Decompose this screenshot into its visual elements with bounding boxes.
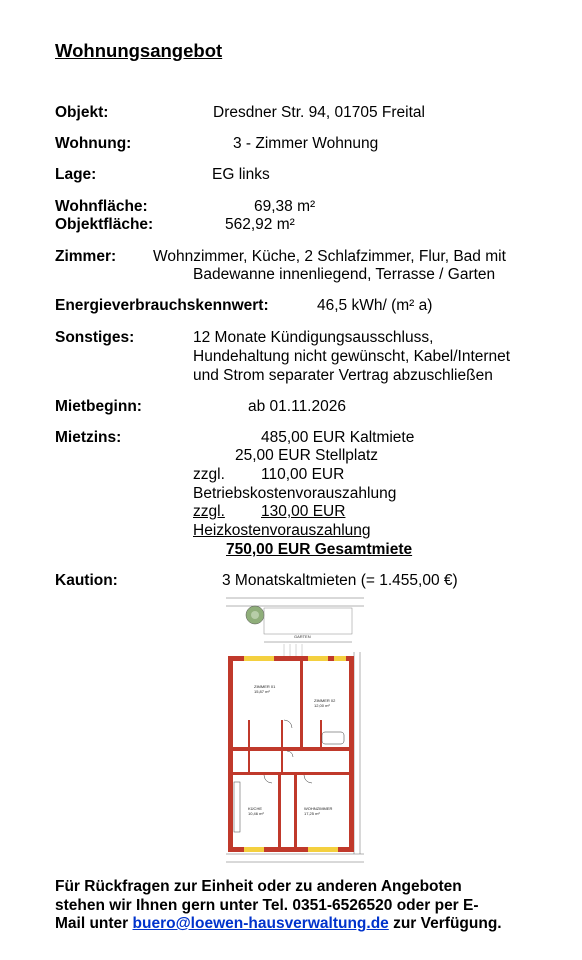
kaution-label: Kaution: <box>55 572 118 589</box>
room-wohnzimmer: WOHNZIMMER <box>304 806 333 811</box>
sonstiges-line3: und Strom separater Vertrag abzuschließen <box>193 367 493 384</box>
objekt-value: Dresdner Str. 94, 01705 Freital <box>213 104 425 121</box>
lage-label: Lage: <box>55 166 97 183</box>
room-zimmer-02: ZIMMER 02 <box>314 698 336 703</box>
heizkosten-amount: 130,00 EUR <box>261 503 346 520</box>
mietbeginn-label: Mietbeginn: <box>55 398 142 415</box>
zzgl-betriebskosten: zzgl. <box>193 466 225 483</box>
kaltmiete: 485,00 EUR Kaltmiete <box>261 429 415 446</box>
zimmer-line1: Wohnzimmer, Küche, 2 Schlafzimmer, Flur, Bad mit <box>153 248 506 265</box>
objektflaeche-value: 562,92 m² <box>225 216 295 233</box>
footer-text-1: Für Rückfragen zur Einheit oder zu anderen Angeboten <box>55 878 462 895</box>
zimmer-line2: Badewanne innenliegend, Terrasse / Garten <box>193 266 496 283</box>
room-zimmer-01: ZIMMER 01 <box>254 684 276 689</box>
footer-contact <box>55 878 535 934</box>
mietbeginn-value: ab 01.11.2026 <box>248 398 346 415</box>
page-title: Wohnungsangebot <box>55 40 223 61</box>
sonstiges-line2: Hundehaltung nicht gewünscht, Kabel/Internet <box>193 348 511 365</box>
room-wohnzimmer-area: 17,25 m² <box>304 811 320 816</box>
zzgl-heizkosten: zzgl. <box>193 503 225 520</box>
mietzins-label: Mietzins: <box>55 429 122 446</box>
objekt-label: Objekt: <box>55 104 109 121</box>
wohnflaeche-value: 69,38 m² <box>254 198 316 215</box>
footer-text-4: zur Verfügung. <box>388 915 502 932</box>
betriebskosten-label: Betriebskostenvorauszahlung <box>193 485 397 502</box>
gesamtmiete: 750,00 EUR Gesamtmiete <box>226 541 413 558</box>
kaution-value: 3 Monatskaltmieten (= 1.455,00 €) <box>222 572 458 589</box>
wohnflaeche-label: Wohnfläche: <box>55 198 148 215</box>
sonstiges-label: Sonstiges: <box>55 329 135 346</box>
betriebskosten-amount: 110,00 EUR <box>261 466 345 483</box>
objektflaeche-label: Objektfläche: <box>55 216 154 233</box>
room-kueche: KÜCHE <box>248 806 263 811</box>
zimmer-label: Zimmer: <box>55 248 117 265</box>
lage-value: EG links <box>212 166 270 183</box>
room-zimmer-02-area: 12,00 m² <box>314 703 330 708</box>
wohnung-value: 3 - Zimmer Wohnung <box>233 135 379 152</box>
garden-label: GARTEN <box>294 634 311 639</box>
energie-value: 46,5 kWh/ (m² a) <box>317 297 433 314</box>
stellplatz: 25,00 EUR Stellplatz <box>235 447 379 464</box>
tree-icon <box>246 606 264 624</box>
floor-plan <box>224 592 366 870</box>
email-link[interactable]: buero@loewen-hausverwaltung.de <box>132 915 389 932</box>
footer-text-3: Mail unter <box>55 915 133 932</box>
footer-text-2: stehen wir Ihnen gern unter Tel. 0351-6526520 oder per E- <box>55 896 479 914</box>
heizkosten-label: Heizkostenvorauszahlung <box>193 522 371 539</box>
room-kueche-area: 10,46 m² <box>248 811 264 816</box>
room-zimmer-01-area: 15,87 m² <box>254 689 270 694</box>
wohnung-label: Wohnung: <box>55 135 132 152</box>
energie-label: Energieverbrauchskennwert: <box>55 297 269 314</box>
sonstiges-line1: 12 Monate Kündigungsausschluss, <box>193 329 434 346</box>
